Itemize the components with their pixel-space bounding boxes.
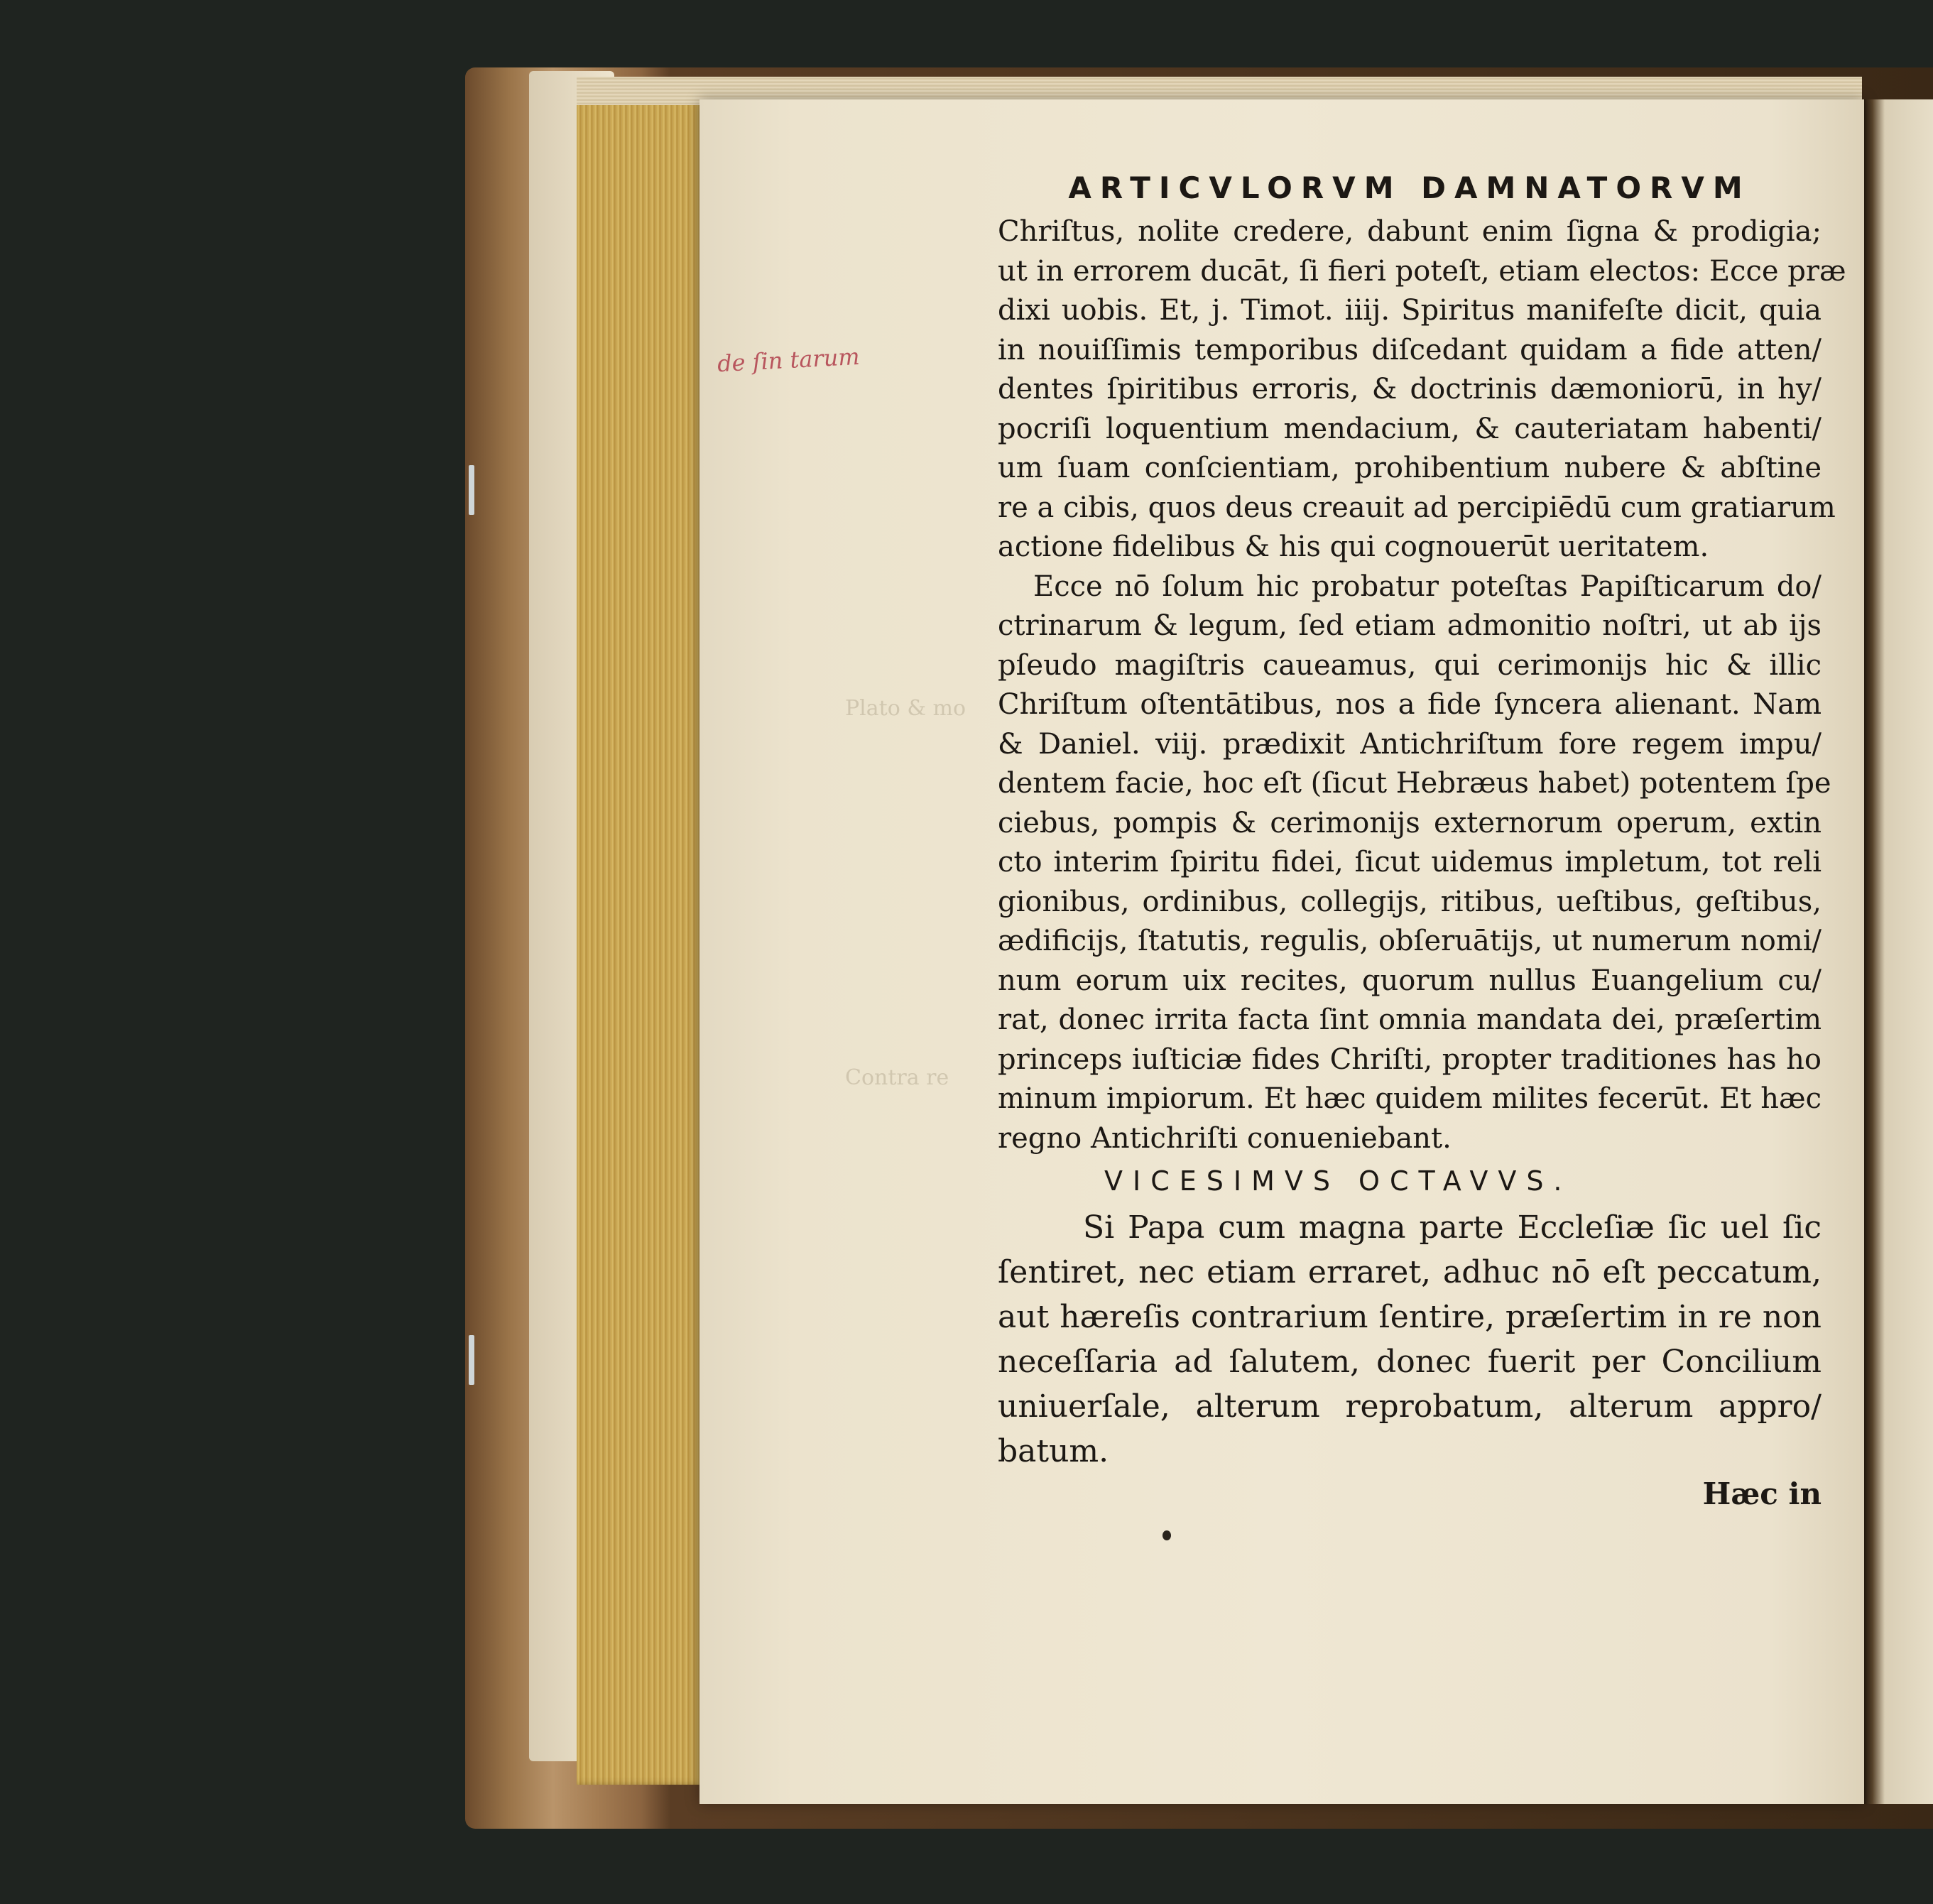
show-through-text: Plato & mo (845, 696, 967, 721)
facing-page-edge (1864, 99, 1933, 1804)
text-line: princeps iuſticiæ fides Chriſti, propter traditiones has ho (998, 1043, 1822, 1076)
text-line: in nouiſſimis temporibus diſcedant quidam a fide atten/ (998, 333, 1822, 366)
text-line: minum impiorum. Et hæc quidem milites fecerūt. Et hæc (998, 1082, 1822, 1115)
text-line: actione fidelibus & his qui cognouerūt ueritatem. (998, 531, 1709, 563)
text-line: rat, donec irrita facta ſint omnia mandata dei, præſertim (998, 1003, 1822, 1036)
article-line: batum. (998, 1433, 1109, 1469)
text-line: pocriſi loquentium mendacium, & cauteriatam habenti/ (998, 412, 1822, 445)
text-line: num eorum uix recites, quorum nullus Euangelium cu/ (998, 964, 1822, 997)
text-line: regno Antichriſti conueniebant. (998, 1121, 1452, 1155)
text-line: re a cibis, quos deus creauit ad percipiēdū cum gratiarum (998, 491, 1836, 524)
text-line: gionibus, ordinibus, collegijs, ritibus, ueſtibus, geſtibus, (998, 885, 1822, 918)
text-line: pſeudo magiſtris caueamus, qui cerimonijs hic & illic (998, 648, 1822, 682)
text-line: Chriſtum oſtentātibus, nos a fide ſyncera alienant. Nam (998, 688, 1822, 721)
article-line: ſentiret, nec etiam erraret, adhuc nō eſt peccatum, (998, 1254, 1822, 1290)
ink-spot (1162, 1530, 1171, 1540)
text-line: ctrinarum & legum, ſed etiam admonitio noſtri, ut ab ijs (998, 609, 1822, 642)
text-line: Ecce nō ſolum hic probatur poteſtas Papiſticarum do/ (1033, 570, 1822, 603)
text-line: & Daniel. viij. prædixit Antichriſtum fore regem impu/ (998, 727, 1822, 761)
binding-clasp (469, 465, 474, 515)
show-through-text: Contra re (845, 1065, 949, 1090)
text-line: dixi uobis. Et, j. Timot. iiij. Spiritus manifeſte dicit, quia (998, 294, 1822, 327)
binding-clasp (469, 1335, 474, 1385)
text-line: dentes ſpiritibus erroris, & doctrinis dæmoniorū, in hy/ (998, 373, 1822, 406)
running-head: ARTICVLORVM DAMNATORVM (1068, 170, 1751, 205)
text-line: ciebus, pompis & cerimonijs externorum operum, extin (998, 806, 1822, 839)
section-heading: VICESIMVS OCTAVVS. (1104, 1165, 1572, 1197)
text-line: cto interim ſpiritu fidei, ſicut uidemus impletum, tot reli (998, 846, 1822, 878)
margin-annotation: de ſin tarum (717, 342, 861, 378)
article-line: Si Papa cum magna parte Eccleſiæ ſic uel ſic (1083, 1209, 1822, 1246)
text-block (998, 170, 1846, 1511)
text-line: ut in errorem ducāt, ſi fieri poteſt, etiam electos: Ecce præ (998, 254, 1846, 288)
text-line: Chriſtus, nolite credere, dabunt enim ſigna & prodigia; (998, 215, 1822, 248)
article-line: neceſſaria ad ſalutem, donec fuerit per Concilium (998, 1344, 1822, 1380)
article-line: aut hæreſis contrarium ſentire, præſertim in re non (998, 1299, 1822, 1335)
text-line: um ſuam conſcientiam, prohibentium nubere & abſtine (998, 452, 1822, 484)
article-line: uniuerſale, alterum reprobatum, alterum appro/ (998, 1388, 1822, 1425)
catchword: Hæc in (1702, 1476, 1822, 1511)
gilt-page-edges (577, 84, 703, 1785)
text-line: dentem facie, hoc eſt (ſicut Hebræus habet) potentem ſpe (998, 767, 1831, 800)
text-line: ædificijs, ſtatutis, regulis, obſeruātijs, ut numerum nomi/ (998, 925, 1822, 957)
